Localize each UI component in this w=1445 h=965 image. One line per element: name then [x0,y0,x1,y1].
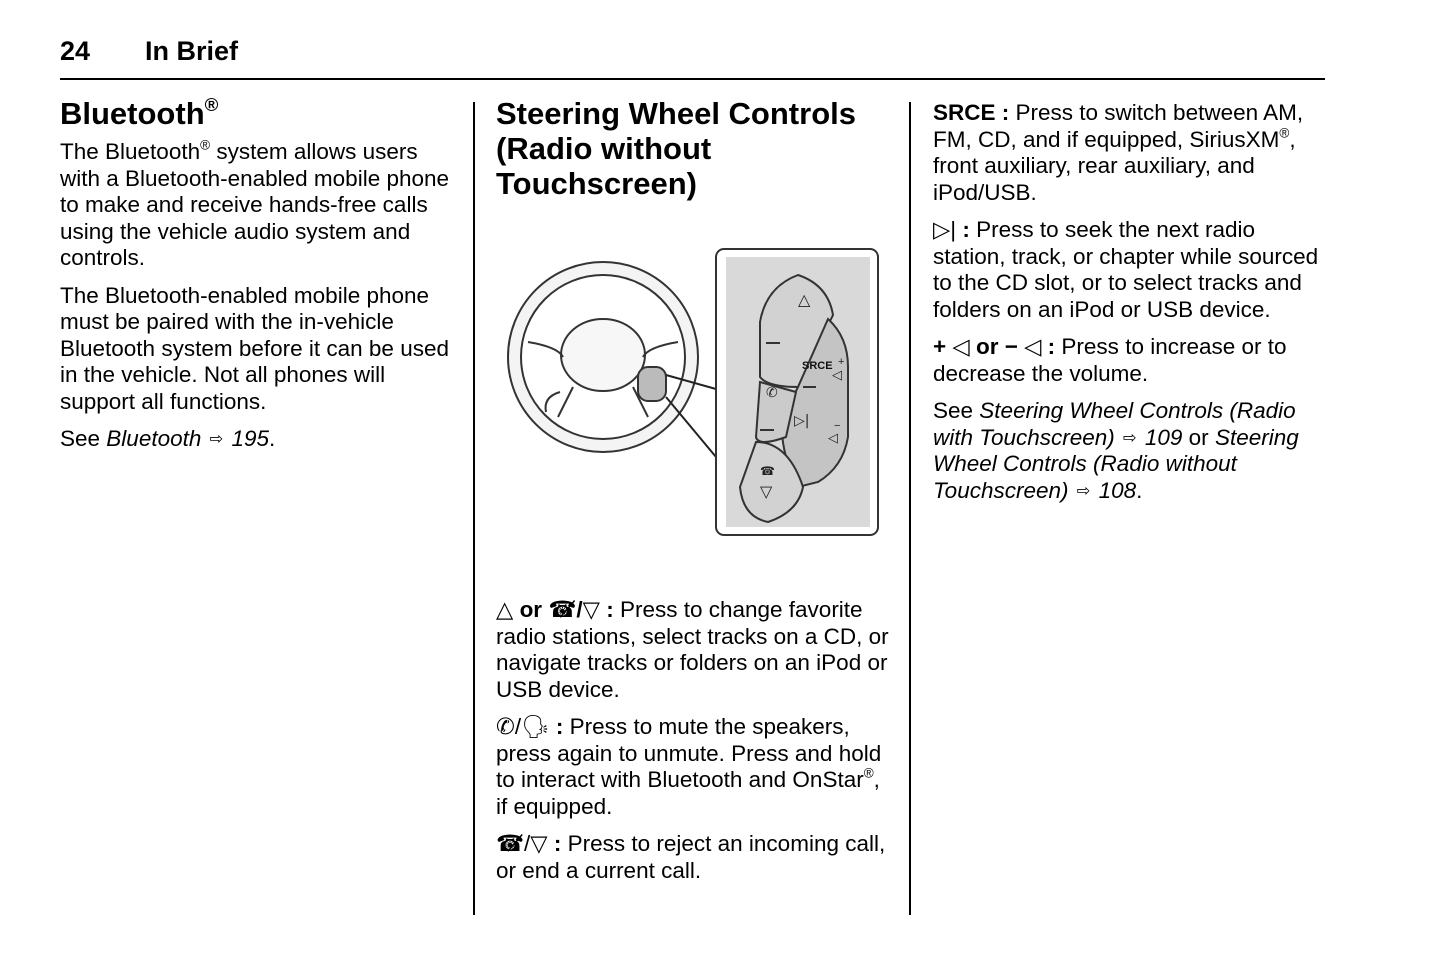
end-call-icon: ☎̸ [548,597,577,622]
seek-next-icon: ▷| [933,217,957,242]
reject-call-description: ☎̸/▽ : Press to reject an incoming call, or end a current call. [496,831,886,883]
svg-text:◁: ◁ [832,368,842,383]
page-header [60,36,238,67]
xref-bluetooth[interactable]: Bluetooth [106,426,202,451]
steering-column [496,96,891,895]
steering-heading: Steering Wheel Controls (Radio without Touchscreen) [496,96,856,201]
mute-description: ✆/🗣 : Press to mute the speakers, press again to unmute. Press and hold to interact with Bluetooth and OnStar®, if equipped. [496,714,882,819]
up-arrow-icon: △ [496,597,514,622]
down-arrow-icon: ▽ [582,597,600,622]
section-title: In Brief [145,36,239,66]
svg-text:✆: ✆ [766,385,778,401]
volume-up-icon: + ◁ [933,334,970,359]
bluetooth-heading: Bluetooth® [60,93,219,131]
volume-down-icon: − ◁ [1004,334,1042,359]
steering-wheel-illustration [508,262,698,452]
xref-with-touchscreen[interactable]: Steering Wheel Controls (Radio with Touchscreen) [933,398,1296,450]
phone-voice-icon: ✆/🗣 [496,714,550,739]
end-call-down-icon: ☎̸/▽ [496,831,548,856]
header-rule [60,78,1325,80]
bluetooth-para-1: The Bluetooth® system allows users with a Bluetooth-enabled mobile phone to make and receive hands-free calls using the vehicle audio system and controls. [60,137,450,270]
xref-without-touchscreen[interactable]: Steering Wheel Controls (Radio without Touchscreen) [933,424,1299,503]
svg-text:◁: ◁ [828,431,838,446]
plus-figure-label: + [838,356,845,368]
page-number: 24 [60,36,91,66]
svg-text:▽: ▽ [760,482,773,501]
xref-arrow-icon: ⇨ [1123,428,1137,447]
svg-text:△: △ [798,290,811,309]
controls-column [933,100,1328,515]
xref-arrow-icon: ⇨ [1076,481,1091,500]
svg-text:▷|: ▷| [794,413,810,429]
column-divider-1 [473,102,475,915]
column-divider-2 [909,102,911,915]
srce-description: SRCE : Press to switch between AM, FM, CD, and if equipped, SiriusXM®, front auxiliary, rear auxiliary, and iPod/USB. [933,100,1304,205]
xref-page[interactable]: 195 [231,426,270,451]
steering-wheel-figure [498,247,888,547]
bluetooth-see-also: See Bluetooth ⇨ 195. [60,426,276,451]
volume-description: + ◁ or − ◁ : Press to increase or to decrease the volume. [933,334,1287,386]
xref-page-109[interactable]: 109 [1144,424,1183,450]
updown-description: △ or ☎̸/▽ : Press to change favorite radio stations, select tracks on a CD, or navigate tracks or folders on an iPod or USB device. [496,597,889,702]
bluetooth-column [60,93,455,464]
xref-page-108[interactable]: 108 [1098,477,1137,503]
steering-see-also: See Steering Wheel Controls (Radio with Touchscreen) ⇨ 109 or Steering Wheel Controls (Radio without Touchscreen) ⇨ 108. [933,398,1299,503]
minus-figure-label: − [834,420,841,432]
srce-figure-label: SRCE [802,360,833,372]
bluetooth-para-2: The Bluetooth-enabled mobile phone must be paired with the in-vehicle Bluetooth system before it can be used in the vehicle. Not all phones will support all functions. [60,282,449,414]
svg-text:☎: ☎ [760,464,775,478]
seek-description: ▷| : Press to seek the next radio station, track, or chapter while sourced to the CD slot, or to select tracks and folders on an iPod or USB device. [933,217,1319,322]
xref-arrow-icon: ⇨ [209,430,224,449]
